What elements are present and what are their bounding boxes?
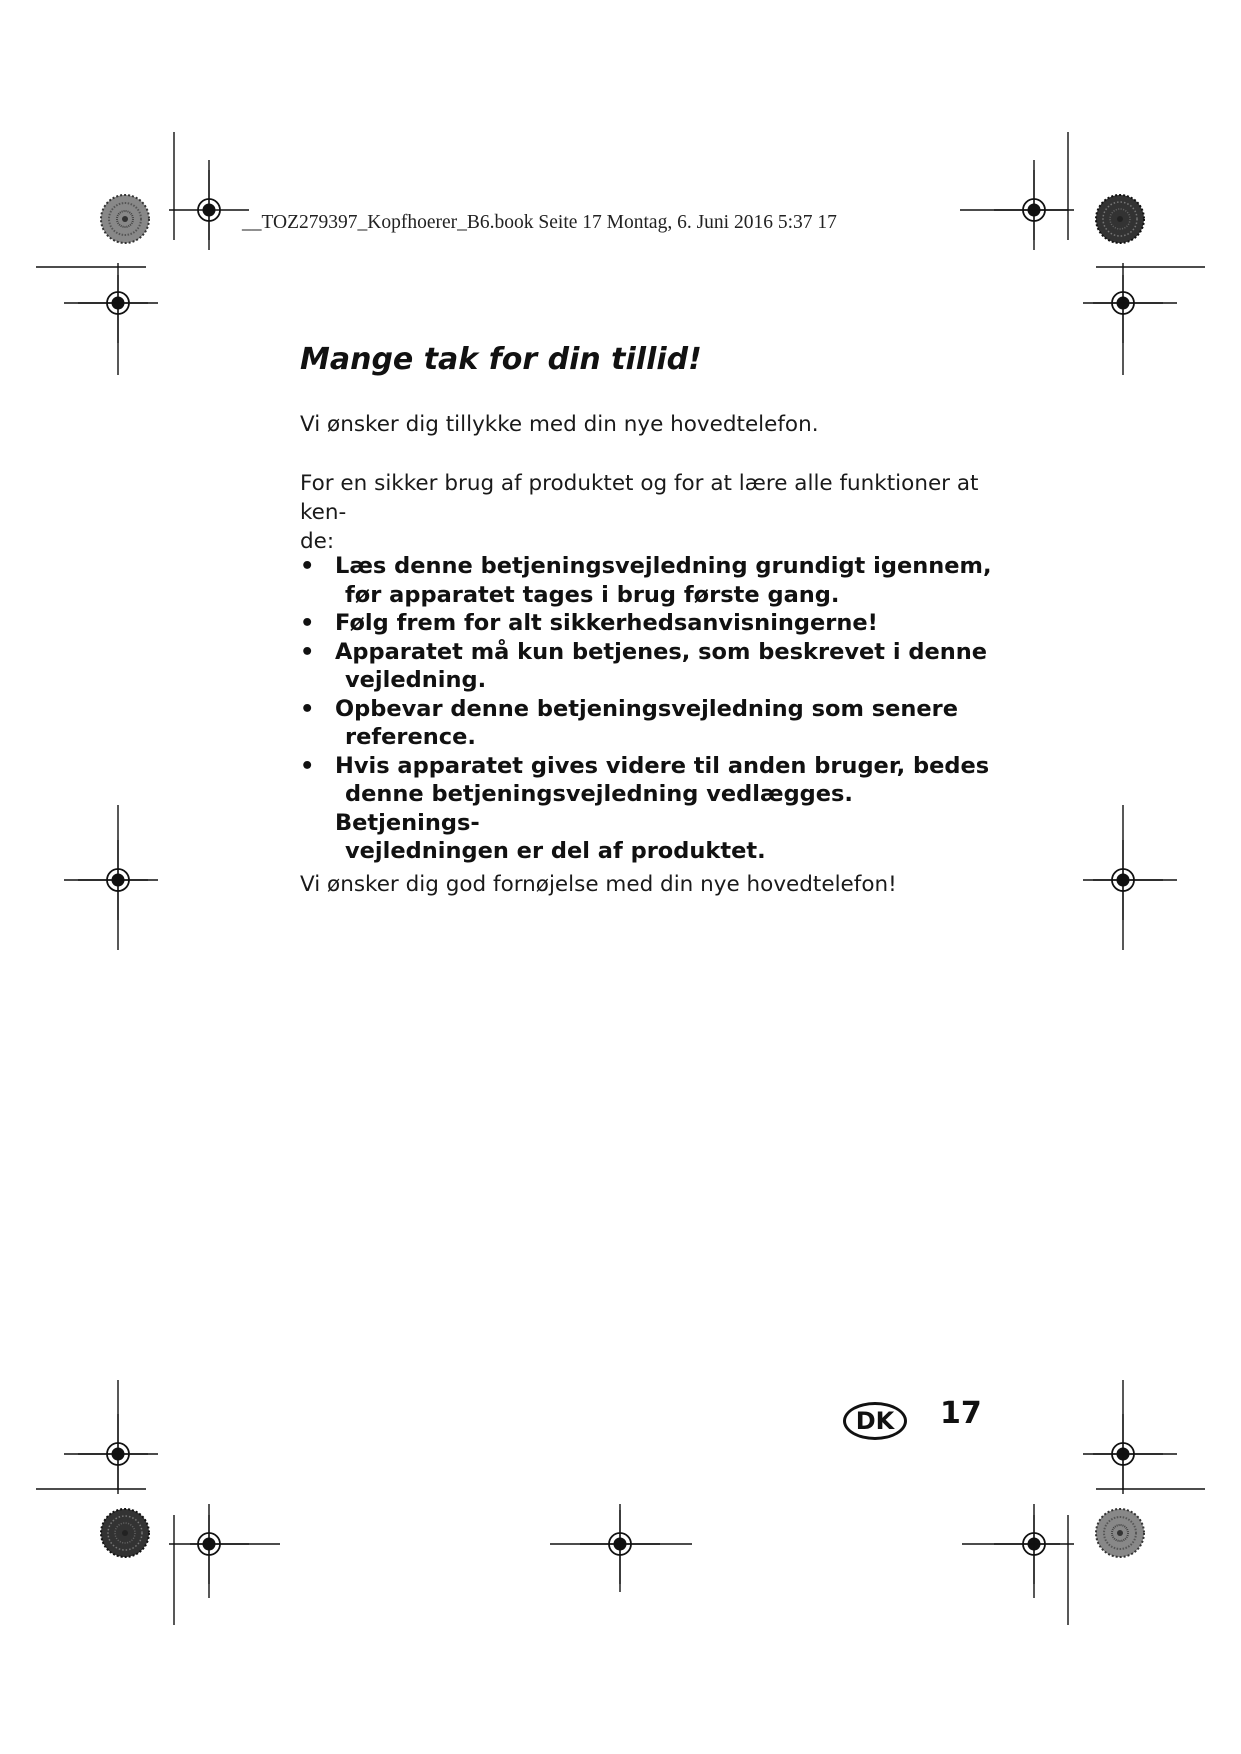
list-item: • Læs denne betjeningsvejledning grundigt igennem, før apparatet tages i brug første gang. xyxy=(300,552,1000,609)
purpose-line: For en sikker brug af produktet og for at lære alle funktioner at ken- xyxy=(300,471,979,525)
purpose-paragraph xyxy=(300,469,990,556)
page-title: Mange tak for din tillid! xyxy=(300,342,702,377)
list-item: • Apparatet må kun betjenes, som beskrevet i denne vejledning. xyxy=(300,638,1000,695)
purpose-line: de: xyxy=(300,529,335,554)
color-target-mark xyxy=(1096,1509,1144,1557)
color-target-mark xyxy=(1096,195,1144,243)
list-item: • Følg frem for alt sikkerhedsanvisningerne! xyxy=(300,609,1000,638)
list-item: • Hvis apparatet gives videre til anden bruger, bedes denne betjeningsvejledning vedlægges. Betjenings- vejledningen er del af produktet. xyxy=(300,752,1000,866)
color-target-mark xyxy=(101,195,149,243)
list-item: • Opbevar denne betjeningsvejledning som senere reference. xyxy=(300,695,1000,752)
country-badge: DK xyxy=(843,1402,907,1440)
file-info-header: __TOZ279397_Kopfhoerer_B6.book Seite 17 Montag, 6. Juni 2016 5:37 17 xyxy=(242,212,837,233)
color-target-mark xyxy=(101,1509,149,1557)
instruction-list xyxy=(300,552,1000,866)
page-number: 17 xyxy=(940,1396,982,1431)
intro-paragraph: Vi ønsker dig tillykke med din nye hovedtelefon. xyxy=(300,412,819,437)
closing-paragraph: Vi ønsker dig god fornøjelse med din nye hovedtelefon! xyxy=(300,872,897,897)
